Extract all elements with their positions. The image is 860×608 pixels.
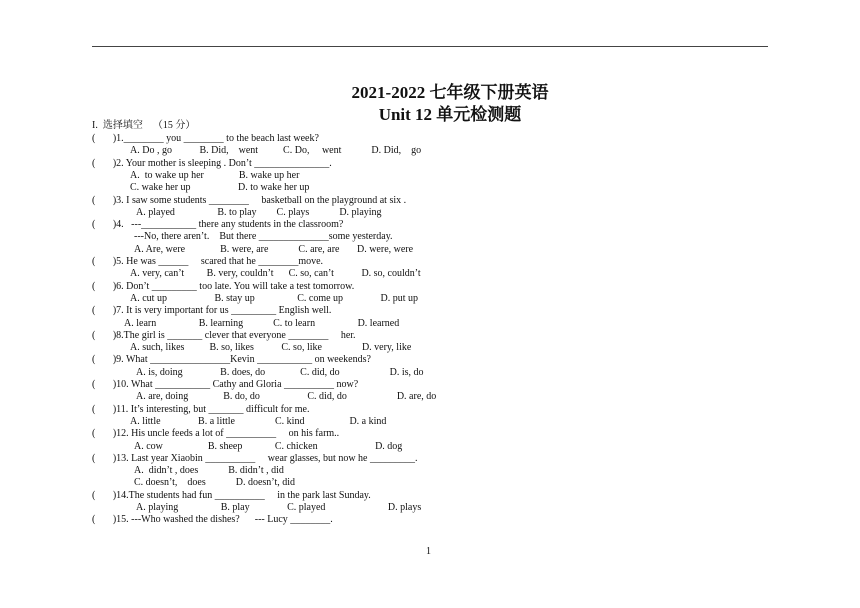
top-rule <box>92 46 768 47</box>
question-stem: ( )2. Your mother is sleeping . Don’t _______________. <box>92 157 332 169</box>
question-stem: ( )13. Last year Xiaobin __________ wear glasses, but now he _________. <box>92 452 418 464</box>
question-stem: ( )9. What ________________Kevin ___________ on weekends? <box>92 354 371 366</box>
question-stem: ( )11. It’s interesting, but _______ difficult for me. <box>92 403 310 415</box>
question-stem: ( )8.The girl is _______ clever that everyone ________ her. <box>92 329 356 341</box>
answer-options: A. Are, were B. were, are C. are, are D. were, were <box>134 243 414 255</box>
answer-options: A. playing B. play C. played D. plays <box>136 502 422 513</box>
answer-options: A. is, doing B. does, do C. did, do D. is, do <box>136 366 424 378</box>
page-subtitle: Unit 12 单元检测题 <box>378 105 522 124</box>
question-stem: ( )15. ---Who washed the dishes? --- Lucy ________. <box>92 514 333 526</box>
question-stem: ( )7. It is very important for us _________ English well. <box>92 305 332 317</box>
answer-options: A. to wake up her B. wake up her <box>130 169 300 181</box>
answer-options: A. played B. to play C. plays D. playing <box>136 206 382 218</box>
question-stem: ( )5. He was ______ scared that he ________move. <box>92 256 324 267</box>
question-stem: ( )1.________ you ________ to the beach last week? <box>92 133 319 144</box>
question-stem: ( )12. His uncle feeds a lot of __________ on his farm.. <box>92 428 340 440</box>
answer-options: A. little B. a little C. kind D. a kind <box>130 415 387 427</box>
answer-options: A. such, likes B. so, likes C. so, like D. very, like <box>130 342 412 354</box>
answer-options: C. wake her up D. to wake her up <box>130 182 310 194</box>
answer-options: A. learn B. learning C. to learn D. learned <box>124 317 400 329</box>
question-stem: ( )14.The students had fun __________ in the park last Sunday. <box>92 489 371 501</box>
section-heading: I. 选择填空 （15 分） <box>92 120 196 131</box>
answer-options: A. cut up B. stay up C. come up D. put up <box>130 292 419 304</box>
answer-options: A. Do , go B. Did, went C. Do, went D. Did, go <box>130 145 422 157</box>
page-number: 1 <box>426 546 431 557</box>
answer-options: ---No, there aren’t. But there ______________some yesterday. <box>134 231 393 243</box>
page-title: 2021-2022 七年级下册英语 <box>351 83 549 102</box>
answer-options: A. didn’t , does B. didn’t , did <box>134 465 284 477</box>
question-stem: ( )3. I saw some students ________ basketball on the playground at six . <box>92 194 407 206</box>
answer-options: A. very, can’t B. very, couldn’t C. so, can’t D. so, couldn’t <box>130 268 421 280</box>
answer-options: A. are, doing B. do, do C. did, do D. are, do <box>136 391 437 403</box>
answer-options: C. doesn’t, does D. doesn’t, did <box>134 477 296 489</box>
question-stem: ( )4. ---___________ there any students in the classroom? <box>92 219 344 231</box>
question-stem: ( )10. What ___________ Cathy and Gloria __________ now? <box>92 379 359 390</box>
question-stem: ( )6. Don’t _________ too late. You will take a test tomorrow. <box>92 280 355 292</box>
answer-options: A. cow B. sheep C. chicken D. dog <box>134 440 403 452</box>
